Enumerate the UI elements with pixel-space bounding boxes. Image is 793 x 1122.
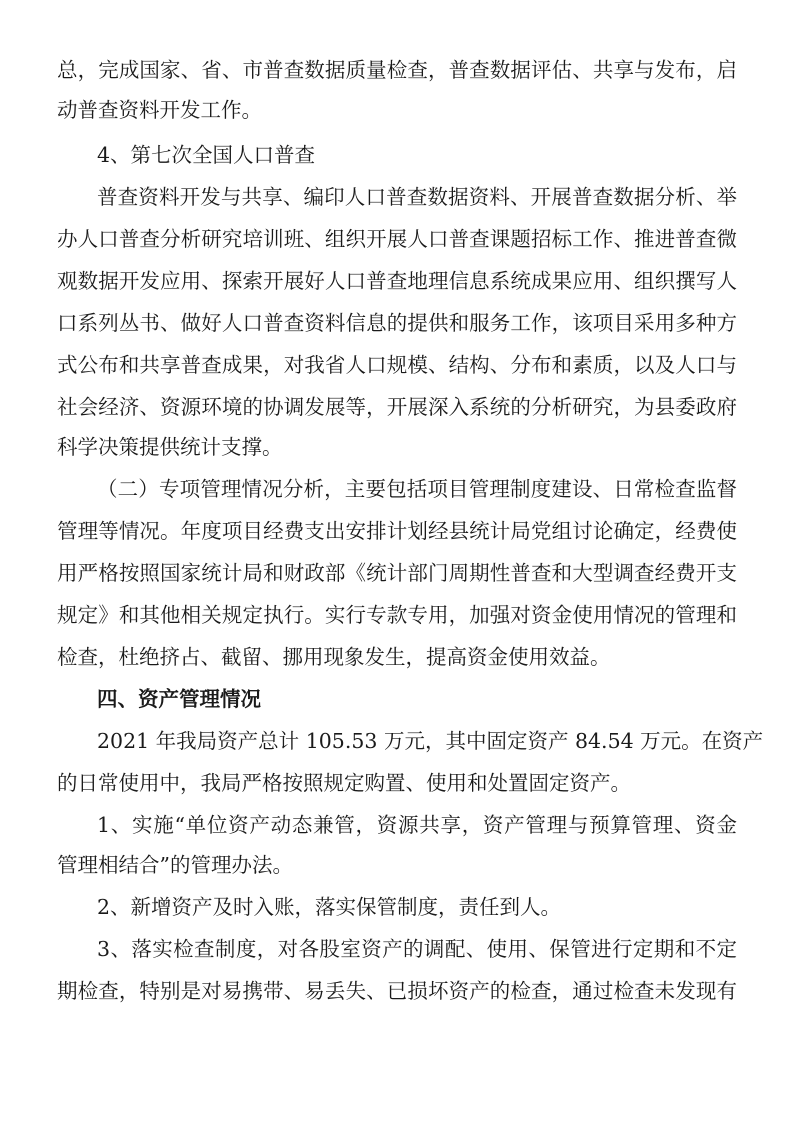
text-line: 口系列丛书、做好人口普查资料信息的提供和服务工作，该项目采用多种方 (57, 311, 737, 335)
text-line: 期检查，特别是对易携带、易丢失、已损坏资产的检查，通过检查未发现有 (57, 979, 737, 1003)
text-line: 动普查资料开发工作。 (57, 98, 262, 122)
text-line: 用严格按照国家统计局和财政部《统计部门周期性普查和大型调查经费开支 (57, 561, 737, 585)
text-line: 2021 年我局资产总计 105.53 万元，其中固定资产 84.54 万元。在资产 (97, 729, 764, 753)
text-line: 的日常使用中，我局严格按照规定购置、使用和处置固定资产。 (57, 771, 631, 795)
text-line: 科学决策提供统计支撑。 (57, 435, 283, 459)
text-line: 规定》和其他相关规定执行。实行专款专用，加强对资金使用情况的管理和 (57, 603, 737, 627)
text-line: （二）专项管理情况分析，主要包括项目管理制度建设、日常检查监督 (97, 477, 737, 501)
section-heading: 四、资产管理情况 (97, 687, 261, 711)
text-line: 1、实施“单位资产动态兼管，资源共享，资产管理与预算管理、资金 (97, 813, 737, 837)
text-line: 管理等情况。年度项目经费支出安排计划经县统计局党组讨论确定，经费使 (57, 519, 737, 543)
text-line: 管理相结合”的管理办法。 (57, 853, 293, 877)
text-line: 总，完成国家、省、市普查数据质量检查，普查数据评估、共享与发布，启 (57, 58, 737, 82)
text-line: 检查，杜绝挤占、截留、挪用现象发生，提高资金使用效益。 (57, 645, 611, 669)
section-heading: 4、第七次全国人口普查 (97, 143, 316, 167)
text-line: 普查资料开发与共享、编印人口普查数据资料、开展普查数据分析、举 (97, 185, 737, 209)
text-line: 社会经济、资源环境的协调发展等，开展深入系统的分析研究，为县委政府 (57, 395, 737, 419)
text-line: 3、落实检查制度，对各股室资产的调配、使用、保管进行定期和不定 (97, 937, 737, 961)
text-line: 式公布和共享普查成果，对我省人口规模、结构、分布和素质，以及人口与 (57, 353, 737, 377)
text-line: 观数据开发应用、探索开展好人口普查地理信息系统成果应用、组织撰写人 (57, 269, 737, 293)
text-line: 办人口普查分析研究培训班、组织开展人口普查课题招标工作、推进普查微 (57, 227, 737, 251)
text-line: 2、新增资产及时入账，落实保管制度，责任到人。 (97, 895, 562, 919)
